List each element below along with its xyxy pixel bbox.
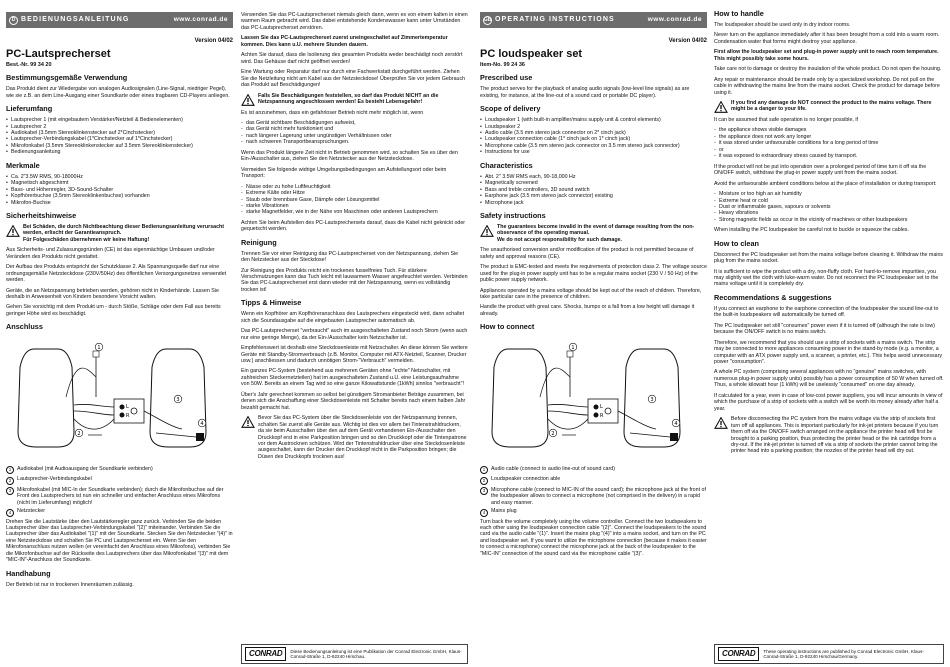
warning-block	[714, 100, 944, 113]
warning-block	[714, 416, 944, 455]
header-site: www.conrad.de	[173, 16, 228, 24]
conditions-list	[714, 191, 944, 223]
heading-safety: Sicherheitshinweise	[6, 210, 77, 220]
heading-use: Prescribed use	[480, 73, 533, 83]
text-safety: Der Aufbau des Produkts entspricht der Schutzklasse 2. Als Spannungsquelle darf nur eine ordnungsgemäße Netzsteckdose (230V/50Hz) des öffentlichen Versorgungsnetzes verwendet werden.	[6, 264, 227, 284]
list-item: • Kopfhörerbuchse (3.5mm Stereoklinkenbuchse) vorhanden	[6, 193, 233, 199]
text-tips: The PC loudspeaker set still "consumes" power even if it is turned off (although the rate is low) because the ON/OFF switch is no mains switch.	[714, 322, 935, 336]
page-title: PC loudspeaker set	[480, 48, 583, 61]
warning-text: Before disconnecting the PC system from the mains voltage via the strip of sockets first turn off all appliances. This is important particularly for ink-jet printers because if you turn them off via the ON/OFF switch arranged on the appliance the printer head will first be brought to a parking position, thus protecting the printer head or the ink cartridge from a dry-out. If the ink-jet printer is turned off via a strip of sockets the printer cannot bring the printer head into a parking position; the nozzles of the printer head will dry out.	[731, 416, 939, 455]
warning-text: Falls Sie Beschädigungen feststellen, so darf das Produkt NICHT an die Netzspannung angeschlossen werden! Es besteht Lebensgefahr!	[258, 92, 439, 105]
list-item: - Dust or inflammable gases, vapours or solvents	[714, 204, 944, 210]
list-item: • Earphone jack (3.5 mm stereo jack connector) existing	[480, 193, 707, 199]
text-handling: Achten Sie beim Aufstellen des PC-Lautsprechersets darauf, dass die Kabel nicht geknickt oder gequetscht werden.	[241, 219, 466, 233]
list-item: • Magnetically screened	[480, 180, 707, 186]
list-item: - Staub oder brennbare Gase, Dämpfe oder Lösungsmittel	[241, 197, 468, 203]
list-item: • Bass and treble controllers, 3D sound switch	[480, 187, 707, 193]
list-item: - das Gerät sichtbare Beschädigungen aufweist,	[241, 120, 468, 126]
list-item: • Mikrofon-Buchse	[6, 200, 233, 206]
legend-item: 2 Lautsprecher-Verbindungskabel	[6, 476, 233, 485]
warning-block	[6, 224, 233, 243]
heading-connect: How to connect	[480, 322, 535, 332]
text-use: The product serves for the playback of analog audio signals (low-level line signals) as are existing, for instance, at the line-out of a sound card or portable DC player).	[480, 86, 690, 99]
list-item: - Heavy vibrations	[714, 210, 944, 216]
list-item: - or	[714, 147, 944, 153]
text-handling: Lassen Sie das PC-Lautsprecherset zuerst uneingeschaltet auf Zimmertemperatur kommen. Dies kann u.U. mehrere Stunden dauern.	[241, 35, 448, 48]
footer	[714, 644, 944, 664]
conditions-list	[241, 184, 468, 216]
list-item: - Nässe oder zu hohe Luftfeuchtigkeit	[241, 184, 468, 190]
text-safety: Aus Sicherheits- und Zulassungsgründen (CE) ist das eigenmächtige Umbauen und/oder Verändern des Produkts nicht gestattet.	[6, 247, 215, 260]
warning-text: The guarantees become invalid in the event of damage resulting from the non-observance of the operating manual.	[497, 223, 695, 237]
list-item: - starke Vibrationen	[241, 203, 468, 209]
heading-connect: Anschluss	[6, 322, 43, 332]
text-safety: Gehen Sie vorsichtig mit dem Produkt um - durch Stöße, Schläge oder dem Fall aus bereits geringer Höhe wird es beschädigt.	[6, 304, 221, 317]
list-item: • Instructions for use	[480, 149, 707, 155]
list-item: - Strong magnetic fields as occur in the vicinity of machines or other loudspeakers	[714, 217, 944, 223]
text-tips: A whole PC system (comprising several appliances with no "genuine" mains switches, with numerous plug-in power supply units) possibly has a power consumption of 50 W when turned off. Thus, a whole kilowatt hour (1 kWh) will be uselessly "consumed" on one day already.	[714, 369, 944, 389]
list-item: • Lautsprecher-Verbindungskabel (1*Cinchstecker auf 1*Cinchstecker)	[6, 136, 233, 142]
article-number: Item-No. 99 24 36	[480, 61, 525, 68]
warning-block	[241, 93, 468, 106]
list-item: - nach schweren Transportbeanspruchungen.	[241, 139, 468, 145]
language-badge: D	[9, 16, 18, 25]
heading-handle: How to handle	[714, 9, 764, 18]
warning-icon	[241, 94, 255, 106]
text-handling: Es ist anzunehmen, dass ein gefahrloser Betrieb nicht mehr möglich ist, wenn	[241, 109, 424, 116]
warning-icon	[714, 101, 728, 113]
text-handling: Vermeiden Sie folgende widrige Umgebungsbedingungen am Aufstellungsort oder beim Transport:	[241, 166, 447, 180]
features-list	[480, 174, 707, 206]
text-tips: Über's Jahr gerechnet kommen so selbst bei günstigem Stromanbieter Beträge zusammen, bei denen sich die Anschaffung einer Steckdosenleiste mit Schalter bereits nach einem halben Jahr bezahlt gemacht hat.	[241, 391, 466, 411]
heading-handling: Handhabung	[6, 568, 51, 578]
list-item: • Microphone cable (3.5 mm stereo jack connector on 3.5 mm stereo jack connector)	[480, 143, 707, 149]
header-site: www.conrad.de	[647, 16, 702, 24]
warning-text: Für Folgeschäden übernehmen wir keine Haftung!	[23, 236, 150, 243]
list-item: - the appliance shows visible damages	[714, 127, 944, 133]
legend-item: 4 Netzstecker	[6, 508, 233, 517]
heading-safety: Safety instructions	[480, 210, 546, 220]
list-item: • Ca. 2"3.5W RMS, 90-18000Hz	[6, 174, 233, 180]
conrad-logo: CONRAD	[245, 647, 286, 661]
list-item: • Abt. 2" 3.5W RMS each, 90-18,000 Hz	[480, 174, 707, 180]
warning-block	[241, 415, 468, 460]
conrad-logo: CONRAD	[718, 647, 759, 661]
list-item: • Magnetisch abgeschirmt	[6, 180, 233, 186]
list-item: - nach längerer Lagerung unter ungünstigen Verhältnissen oder	[241, 133, 468, 139]
warning-block	[480, 224, 707, 243]
list-item: - Extreme heat or cold	[714, 198, 944, 204]
list-item: • Mikrofonkabel (3.5mm Stereoklinkenstecker auf 3.5mm Stereoklinkenstecker)	[6, 143, 233, 149]
text-connect: Drehen Sie die Lautstärke über den Lautstärkeregler ganz zurück. Verbinden Sie die beiden Lautsprecher über das Lautsprecher-Verbindungskabel "(2)" miteinander. Verbinden Sie die Lautsprecher über das Audiokabel "(1)" mit der Soundkarte. Stecken Sie den Netzstecker "(4)" in eine Netzsteckdose und schalten Sie PC und Lautsprecherset ein. Wenn Sie den Mikrofonanschluss nutzen wollen (er vereinfacht den Anschluss eines Mikrofons), verbinden Sie die Mikrofonbuchse auf der Rückseite des Lautsprechers über das Mikrofonkabel "(3)" mit dem "MIC-IN"-Anschluss der Soundkarte.	[6, 518, 233, 564]
legend-item: 3 Mikrofonkabel (mit MIC-In der Soundkarte verbinden); durch die Mikrofonbuchse auf der Front des Lautsprechers ist nun ein schneller und einfacher Anschluss eines Mikrofons (nicht im Lieferumfang) möglich!	[6, 487, 233, 506]
list-item: - starke Magnetfelder, wie in der Nähe von Maschinen oder anderen Lautsprechern	[241, 209, 468, 215]
text-tips: If calculated for a year, even in case of low-cost power suppliers, you will incur amounts in view of which the purchase of a strip of sockets with a switch will be worth its money already after half a year.	[714, 392, 943, 412]
warning-text: Bevor Sie das PC-System über die Steckdosenleiste von der Netzspannung trennen, schalten Sie zuerst alle Geräte aus. Wichtig ist dies vor allem bei Tintenstrahldruckern, da sie beim Ausschalten über den auf dem Gerät vorhandenen Ein-/Ausschalter den Druckkopf erst in eine Parkposition bringen und so den Druckkopf oder die Tintenpatrone vor dem Austrocknen schützen. Wird der Tintenstrahldrucker über eine Steckdosenleiste ausgeschaltet, kann der Drucker den Druckkopf nicht in die Parkposition bringen; die Düsen des Druckkopfs trocknen aus!	[258, 415, 467, 460]
list-item: • Microphone jack	[480, 200, 707, 206]
text-handling: Achten Sie darauf, dass die Isolierung des gesamten Produkts weder beschädigt noch zerstört wird. Das Gehäuse darf nicht geöffnet werden!	[241, 52, 463, 65]
warning-text: We do not accept responsibility for such damage.	[497, 236, 622, 243]
list-item: • Audiokabel (3.5mm Stereoklinkenstecker auf 2*Cinchstecker)	[6, 130, 233, 136]
list-item: • Audio cable (3.5 mm stereo jack connector on 2* cinch jack)	[480, 130, 707, 136]
header-label: OPERATING INSTRUCTIONS	[495, 15, 615, 23]
text-handle: If the product will not be put into operation over a prolonged period of time turn it off via the ON/OFF switch, withdraw the plug-in power supply unit from the mains socket.	[714, 163, 927, 177]
text-safety: The product is EMC-tested and meets the requirements of protection class 2. The voltage source used for the plug-in power supply unit has to be a regular mains socket (230 V / 50 Hz) of the public power supply network.	[480, 264, 707, 284]
language-badge: GB	[483, 16, 492, 23]
damage-list	[241, 120, 468, 146]
version: Version 04/02	[194, 38, 233, 44]
text-handle: The loudspeaker should be used only in dry indoor rooms.	[714, 21, 851, 28]
text-safety: The unauthorised conversion and/or modification of the product is not permitted because of safety and approval reasons (CE).	[480, 247, 694, 260]
text-handle: When installing the PC loudspeaker be careful not to buckle or squeeze the cables.	[714, 227, 909, 234]
heading-features: Characteristics	[480, 160, 533, 170]
list-item: • Loudspeaker connection cable (1* cinch jack on 1* cinch jack)	[480, 136, 707, 142]
english-header-bar	[480, 12, 707, 28]
text-clean: It is sufficient to wipe the product with a dry, non-fluffy cloth. For hard-to-remove impurities, you may slightly wet the cloth with luke-warm water. Do not reconnect the PC loudspeaker set to the mains voltage until it is completely dry.	[714, 268, 939, 288]
text-clean: Zur Reinigung des Produkts reicht ein trockenes fusselfreies Tuch. Für stärkere Verschmutzungen kann das Tuch leicht mit lauwarmem Wasser angefeuchtet werden. Verbinden Sie das PC-Lautsprecherset erst dann wieder mit der Netzspannung, wenn es vollständig trocken ist!	[241, 267, 468, 293]
scope-list	[480, 117, 707, 156]
english-column-1	[480, 0, 707, 667]
german-column-1	[6, 0, 233, 667]
heading-clean: Reinigung	[241, 237, 277, 247]
text-safety: Appliances operated by a mains voltage should be kept out of the reach of children. Therefore, take particular care in the presence of children.	[480, 287, 702, 300]
warning-text: Bei Schäden, die durch Nichtbeachtung dieser Bedienungsanleitung verursacht werden, erlischt der Garantieanspruch.	[23, 223, 225, 237]
heading-features: Merkmale	[6, 160, 40, 170]
text-safety: Handle the product with great care. Shocks, bumps or a fall from a low height will damage it already.	[480, 304, 695, 317]
text-handle: Take care not to damage or destroy the insulation of the whole product. Do not open the housing.	[714, 66, 942, 73]
list-item: - Extreme Kälte oder Hitze	[241, 190, 468, 196]
text-handling: Der Betrieb ist nur in trockenen Innenräumen zulässig.	[6, 581, 134, 588]
list-item: - Moisture or too high an air humidity	[714, 191, 944, 197]
heading-scope: Lieferumfang	[6, 104, 53, 114]
text-clean: Disconnect the PC loudspeaker set from the mains voltage before cleaning it. Withdraw the mains plug from the mains socket.	[714, 251, 944, 265]
text-handling: Eine Wartung oder Reparatur darf nur durch eine Fachwerkstatt durchgeführt werden. Ziehen Sie die Netzleitung nicht am Kabel aus der Netzsteckdose! Überprüfen Sie vor jedem Gebrauch das Produkt auf Beschädigungen!	[241, 69, 466, 89]
text-handle: Any repair or maintenance should be made only by a specialized workshop. Do not pull on the cable in withdrawing the mains line from the mains socket. Check the product for damage before using it.	[714, 76, 940, 96]
footer-text: Diese Bedienungsanleitung ist eine Publikation der Conrad Electronic GmbH, Klaus-Conrad-Straße 1, D-92240 Hirschau.	[290, 648, 462, 660]
legend-item: 2 Loudspeaker connection able	[480, 476, 707, 485]
list-item: - the appliance does not work any longer	[714, 134, 944, 140]
version: Version 04/02	[668, 38, 707, 44]
warning-icon	[6, 225, 20, 237]
list-item: • Bass- und Höhenregler, 3D-Sound-Schalter	[6, 187, 233, 193]
legend-item: 3 Microphone cable (connect to MIC-IN of the sound card); the microphone jack at the front of the loudspeaker allows to connect a microphone (not comprised in the delivery) in a rapid and easy manner.	[480, 487, 707, 506]
damage-list	[714, 127, 944, 159]
warning-icon	[714, 417, 728, 429]
text-tips: If you connect an earphone to the earphone connection of the loudspeaker the sound line-out to the built-in loudspeakers will automatically be turned off.	[714, 305, 939, 319]
heading-tips: Tipps & Hinweise	[241, 298, 302, 308]
features-list	[6, 174, 233, 206]
text-clean: Trennen Sie vor einer Reinigung das PC-Lautsprecherset von der Netzspannung, ziehen Sie den Netzstecker aus der Steckdose!	[241, 250, 459, 264]
scope-list	[6, 117, 233, 156]
text-tips: Wenn ein Kopfhörer am Kopfhöreranschluss des Lautsprechers eingesteckt wird, dann schaltet sich die Soundausgabe auf die eingebauten Lautsprecher automatisch ab.	[241, 311, 465, 324]
footer-text: These operating instructions are published by Conrad Electronic GmbH, Klaus-Conrad-Straße 1, D-92240 Hirschau/Germany.	[763, 648, 924, 660]
list-item: • Lautsprecher 1 (mit eingebautem Verstärker/Netzteil & Bedienelementen)	[6, 117, 233, 123]
text-use: Das Produkt dient zur Wiedergabe von analogen Audiosignalen (Line-Signal, niedriger Pegel), wie sie z.B. an dem Line-Ausgang einer Soundkarte oder eines tragbaren CD-Players anliegen.	[6, 86, 230, 99]
german-column-2	[241, 0, 468, 667]
text-tips: Therefore, we recommend that you should use a strip of sockets with a mains switch. The strip may be connected to more appliances consuming power in the stand-by mode (e.g. a monitor, a computer with an ATX power supply unit, a scanner, a printer, etc.). This helps avoid unnecessary power "consumption".	[714, 339, 942, 365]
text-connect: Turn back the volume completely using the volume controller. Connect the two loudspeakers to each other using the loudspeaker connection cable "(2)". Connect the loudspeakers to the sound card via the audio cable "(1)". Insert the mains plug "(4)" into a mains socket, and turn on the PC and loudspeaker set. If you want to utilize the microphone connection (because it makes it easier to connect a microphone) connect the microphone jack at the back of the loudspeaker to the "MIC-IN" connection of the sound card via the microphone cable "(3)".	[480, 518, 707, 557]
text-tips: Empfehlenswert ist deshalb eine Steckdosenleiste mit Netzschalter. An diese können Sie weitere Geräte mit Standby-Stromverbrauch (z.B. Monitor, Computer mit ATX-Netzteil, Scanner, Drucker usw.) anschliessen und dadurch unnötigen Strom-"Verbrauch" vermeiden.	[241, 345, 468, 364]
warning-text: If you find any damage do NOT connect the product to the mains voltage. There might be a danger to your life.	[731, 99, 932, 113]
legend-item: 1 Audiokabel (mit Audioausgang der Soundkarte verbinden)	[6, 466, 233, 475]
page-title: PC-Lautsprecherset	[6, 48, 111, 61]
german-header-bar	[6, 12, 233, 28]
connection-diagram	[6, 337, 233, 459]
warning-icon	[241, 416, 255, 428]
heading-use: Bestimmungsgemäße Verwendung	[6, 73, 128, 83]
text-handle: Never turn on the appliance immediately after it has been brought from a cold into a warm room. Condensation water that forms might destroy your appliance.	[714, 32, 940, 45]
legend-item: 4 Mains plug	[480, 508, 707, 517]
text-safety: Geräte, die an Netzspannung betrieben werden, gehören nicht in Kinderhände. Lassen Sie deshalb in Anwesenheit von Kindern besondere Vorsicht walten.	[6, 287, 219, 300]
text-handling: Verwenden Sie das PC-Lautsprecherset niemals gleich dann, wenn es von einem kalten in einen warmen Raum gebracht wird. Das dabei entstehende Kondenswasser kann unter Umständen das PC-Lautsprecherset zerstören.	[241, 12, 468, 31]
warning-icon	[480, 225, 494, 237]
list-item: • Bedienungsanleitung	[6, 149, 233, 155]
heading-clean: How to clean	[714, 238, 760, 248]
text-tips: Das PC-Lautsprecherset "verbraucht" auch im ausgeschalteten Zustand noch Strom (wenn auch nur eine geringe Menge), da der Ein-/Ausschalter kein Netzschalter ist.	[241, 328, 468, 341]
text-handle: It can be assumed that safe operation is no longer possible, if	[714, 116, 858, 123]
list-item: • Lautsprecher 2	[6, 124, 233, 130]
list-item: - it was stored under unfavourable conditions for a long period of time	[714, 140, 944, 146]
header-label: BEDIENUNGSANLEITUNG	[21, 15, 130, 23]
text-handle: First allow the loudspeaker set and plug-in power supply unit to reach room temperature. This might possibly take some hours.	[714, 49, 939, 62]
text-handle: Avoid the unfavourable ambient conditions below at the place of installation or during transport:	[714, 180, 937, 187]
text-handling: Wenn das Produkt längere Zeit nicht in Betrieb genommen wird, so schalten Sie es über den Ein-/Ausschalter aus, ziehen Sie den Netzstecker aus der Netzsteckdose.	[241, 149, 458, 163]
text-tips: Ein ganzes PC-System (bestehend aus mehreren Geräten ohne "echte" Netzschalter, mit zahlreichen Steckernetzteilen) hat im ausgeschalteten Zustand u.U. eine Leistungsaufnahme von 50W. Bereits an einem Tag wird so eine ganze Kilowattstunde (1kWh) sinnlos "verbraucht"!	[241, 368, 465, 388]
footer	[241, 644, 468, 664]
article-number: Best.-Nr. 99 34 20	[6, 61, 52, 68]
heading-tips: Recommendations & suggestions	[714, 292, 832, 302]
heading-scope: Scope of delivery	[480, 104, 541, 114]
list-item: - das Gerät nicht mehr funktioniert und	[241, 126, 468, 132]
list-item: • Loudspeaker 2	[480, 124, 707, 130]
list-item: • Loudspeaker 1 (with built-in amplifier/mains supply unit & control elements)	[480, 117, 707, 123]
connection-diagram	[480, 337, 707, 459]
english-column-2	[714, 0, 944, 667]
list-item: - it was exposed to extraordinary stress caused by transport.	[714, 153, 944, 159]
legend-item: 1 Audio cable (connect to audio line-out of sound card)	[480, 466, 707, 475]
